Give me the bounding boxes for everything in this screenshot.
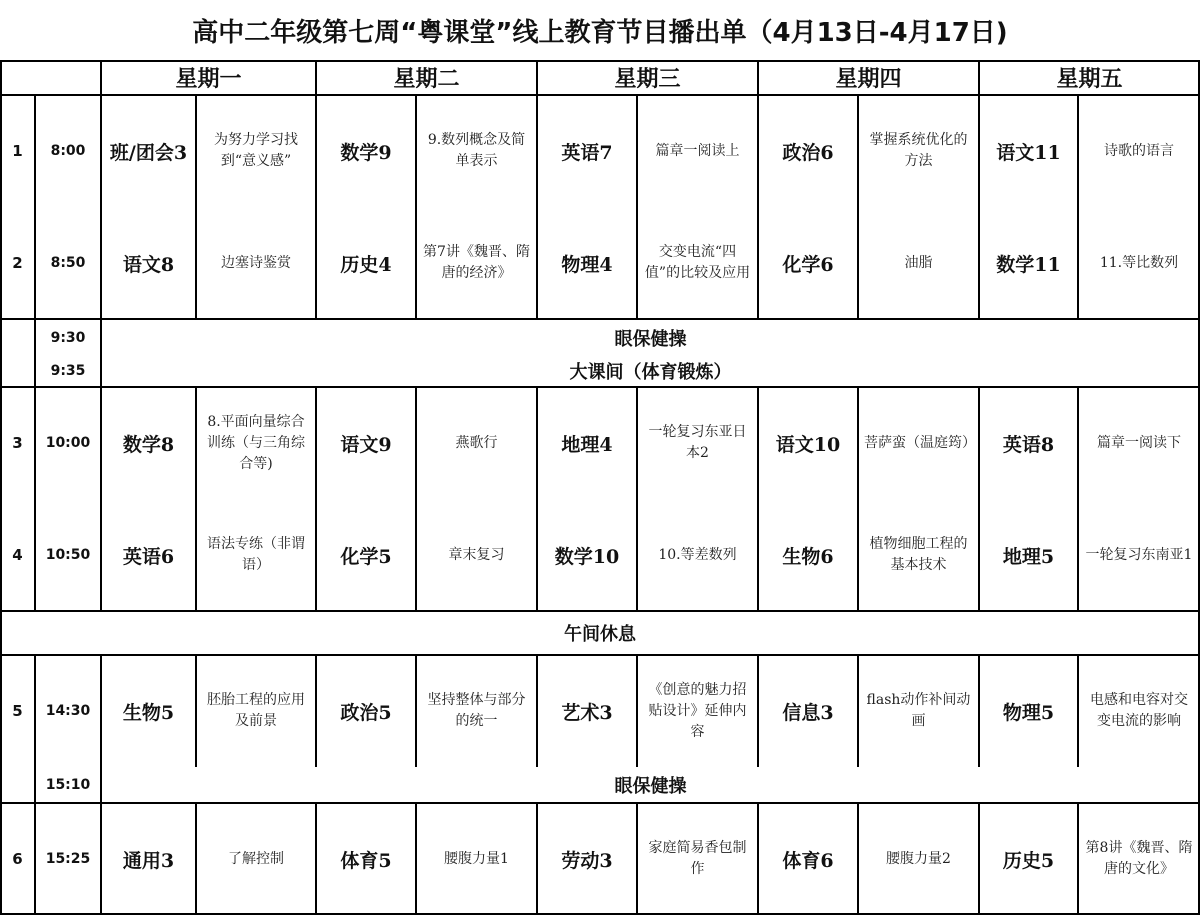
- period-time: 15:25: [45, 851, 91, 867]
- grid-line-v: [636, 803, 638, 915]
- grid-line-v: [1077, 803, 1079, 915]
- class-subject: 英语7: [561, 141, 613, 164]
- grid-line-v: [34, 655, 36, 767]
- class-topic: flash动作补间动画: [866, 692, 971, 729]
- class-subject: 语文8: [122, 253, 175, 276]
- class-topic: 燕歌行: [455, 434, 498, 451]
- grid-line-v: [195, 655, 197, 767]
- class-topic: 电感和电容对交变电流的影响: [1090, 692, 1188, 729]
- class-subject: 地理5: [1002, 545, 1055, 568]
- class-subject: 生物6: [782, 545, 834, 568]
- day-header: 星期二: [393, 66, 460, 92]
- grid-line-h: [0, 318, 1200, 320]
- grid-line-v: [536, 803, 538, 915]
- class-topic: 胚胎工程的应用及前景: [207, 692, 305, 729]
- grid-line-h: [0, 654, 1200, 656]
- grid-line-v: [757, 95, 759, 319]
- period-number: 3: [12, 434, 23, 452]
- class-topic: 菩萨蛮（温庭筠）: [864, 434, 976, 451]
- period-time: 8:50: [50, 255, 86, 271]
- grid-line-v: [100, 95, 102, 319]
- grid-line-v: [315, 803, 317, 915]
- day-header: 星期三: [614, 66, 681, 92]
- class-topic: 10.等差数列: [658, 546, 737, 563]
- grid-line-v: [195, 387, 197, 611]
- class-subject: 通用3: [122, 849, 175, 872]
- class-subject: 历史4: [340, 253, 392, 276]
- period-time: 8:00: [50, 143, 86, 159]
- day-header: 星期四: [835, 66, 902, 92]
- class-subject: 班/团会3: [109, 141, 188, 164]
- grid-line-v: [536, 387, 538, 611]
- class-subject: 英语6: [122, 545, 175, 568]
- grid-line-v: [757, 61, 759, 95]
- grid-line-h: [0, 60, 1200, 62]
- class-subject: 语文11: [996, 141, 1061, 164]
- class-topic: 篇章一阅读下: [1097, 434, 1181, 451]
- grid-line-v: [536, 95, 538, 319]
- class-topic: 一轮复习东南亚1: [1085, 546, 1193, 563]
- class-subject: 语文10: [775, 433, 841, 456]
- day-header: 星期五: [1056, 66, 1123, 92]
- break-label: 眼保健操: [614, 329, 687, 350]
- grid-line-h: [0, 913, 1200, 915]
- grid-line-v: [857, 803, 859, 915]
- page-title: 高中二年级第七周“粤课堂”线上教育节目播出单（4月13日-4月17日): [192, 17, 1008, 48]
- grid-line-h: [0, 94, 1200, 96]
- grid-line-v: [100, 655, 102, 767]
- period-time: 10:00: [45, 435, 91, 451]
- class-topic: 边塞诗鉴赏: [221, 254, 291, 271]
- class-topic: 坚持整体与部分的统一: [427, 692, 526, 729]
- class-subject: 信息3: [782, 701, 834, 724]
- class-subject: 历史5: [1002, 849, 1055, 872]
- class-subject: 政治5: [340, 701, 392, 724]
- grid-line-v: [978, 95, 980, 319]
- class-subject: 数学11: [996, 253, 1061, 276]
- grid-line-v: [978, 61, 980, 95]
- class-topic: 家庭简易香包制作: [648, 840, 747, 877]
- grid-line-v: [315, 95, 317, 319]
- class-subject: 生物5: [122, 701, 175, 724]
- grid-line-v: [34, 767, 36, 803]
- grid-line-v: [315, 387, 317, 611]
- class-subject: 艺术3: [561, 701, 613, 724]
- grid-line-h: [0, 386, 1200, 388]
- grid-line-v: [34, 387, 36, 611]
- class-subject: 地理4: [561, 433, 613, 456]
- grid-line-v: [857, 387, 859, 611]
- grid-line-v: [34, 319, 36, 387]
- grid-line-v: [636, 655, 638, 767]
- grid-line-v: [857, 95, 859, 319]
- class-topic: 8.平面向量综合训练（与三角综合等): [207, 413, 305, 472]
- grid-line-h: [0, 802, 1200, 804]
- class-topic: 第8讲《魏晋、隋唐的文化》: [1085, 840, 1193, 877]
- grid-line-v: [1077, 655, 1079, 767]
- class-topic: 植物细胞工程的基本技术: [869, 536, 968, 573]
- class-subject: 政治6: [782, 141, 834, 164]
- class-topic: 语法专练（非谓语）: [207, 536, 305, 573]
- class-topic: 诗歌的语言: [1104, 142, 1174, 159]
- break-label: 眼保健操: [614, 776, 687, 797]
- grid-line-v: [100, 767, 102, 803]
- break-label: 午间休息: [564, 624, 636, 645]
- grid-line-v: [0, 61, 2, 915]
- grid-line-v: [100, 803, 102, 915]
- period-time: 14:30: [45, 703, 91, 719]
- break-time: 9:30: [50, 330, 86, 346]
- grid-line-v: [978, 387, 980, 611]
- day-header: 星期一: [175, 66, 242, 92]
- class-subject: 数学9: [340, 141, 392, 164]
- class-topic: 章末复习: [448, 546, 505, 563]
- grid-line-v: [100, 61, 102, 95]
- class-subject: 化学6: [782, 253, 834, 276]
- grid-line-v: [195, 803, 197, 915]
- period-number: 4: [12, 546, 23, 564]
- grid-line-v: [978, 655, 980, 767]
- grid-line-v: [34, 803, 36, 915]
- grid-line-v: [1077, 387, 1079, 611]
- period-number: 6: [12, 850, 23, 868]
- class-subject: 英语8: [1002, 433, 1055, 456]
- class-topic: 腰腹力量1: [444, 850, 509, 867]
- break-label: 大课间（体育锻炼）: [569, 362, 732, 383]
- grid-line-v: [100, 319, 102, 387]
- grid-line-v: [857, 655, 859, 767]
- grid-line-v: [100, 387, 102, 611]
- class-topic: 腰腹力量2: [886, 850, 951, 867]
- class-subject: 物理5: [1002, 701, 1055, 724]
- grid-line-v: [195, 95, 197, 319]
- break-time: 15:10: [45, 777, 91, 793]
- class-topic: 第7讲《魏晋、隋唐的经济》: [423, 244, 530, 281]
- class-topic: 11.等比数列: [1099, 254, 1179, 271]
- grid-line-v: [757, 655, 759, 767]
- class-topic: 《创意的魅力招贴设计》延伸内容: [648, 681, 747, 740]
- grid-line-h: [0, 610, 1200, 612]
- class-topic: 了解控制: [228, 850, 284, 867]
- grid-line-v: [757, 387, 759, 611]
- grid-line-v: [415, 803, 417, 915]
- grid-line-v: [636, 387, 638, 611]
- class-subject: 数学8: [122, 433, 175, 456]
- class-topic: 9.数列概念及简单表示: [427, 132, 526, 169]
- class-subject: 劳动3: [561, 849, 613, 872]
- grid-line-v: [315, 61, 317, 95]
- grid-line-v: [536, 655, 538, 767]
- grid-line-v: [1077, 95, 1079, 319]
- class-subject: 体育5: [340, 849, 392, 872]
- class-subject: 化学5: [340, 545, 392, 568]
- grid-line-v: [415, 95, 417, 319]
- class-subject: 物理4: [561, 253, 613, 276]
- class-topic: 为努力学习找到“意义感”: [214, 132, 298, 169]
- class-topic: 掌握系统优化的方法: [869, 132, 968, 169]
- class-subject: 语文9: [340, 433, 392, 456]
- class-subject: 体育6: [782, 849, 834, 872]
- grid-line-v: [415, 655, 417, 767]
- period-number: 2: [12, 254, 23, 272]
- class-subject: 数学10: [554, 545, 620, 568]
- class-topic: 篇章一阅读上: [655, 142, 740, 159]
- period-time: 10:50: [45, 547, 91, 563]
- period-number: 5: [12, 702, 23, 720]
- class-topic: 交变电流“四值”的比较及应用: [644, 244, 751, 281]
- grid-line-v: [536, 61, 538, 95]
- grid-line-v: [978, 803, 980, 915]
- grid-line-v: [636, 95, 638, 319]
- grid-line-v: [34, 95, 36, 319]
- grid-line-v: [415, 387, 417, 611]
- grid-line-v: [757, 803, 759, 915]
- break-time: 9:35: [50, 363, 86, 379]
- period-number: 1: [12, 142, 23, 160]
- grid-line-v: [315, 655, 317, 767]
- class-topic: 一轮复习东亚日本2: [648, 424, 747, 461]
- class-topic: 油脂: [904, 254, 933, 271]
